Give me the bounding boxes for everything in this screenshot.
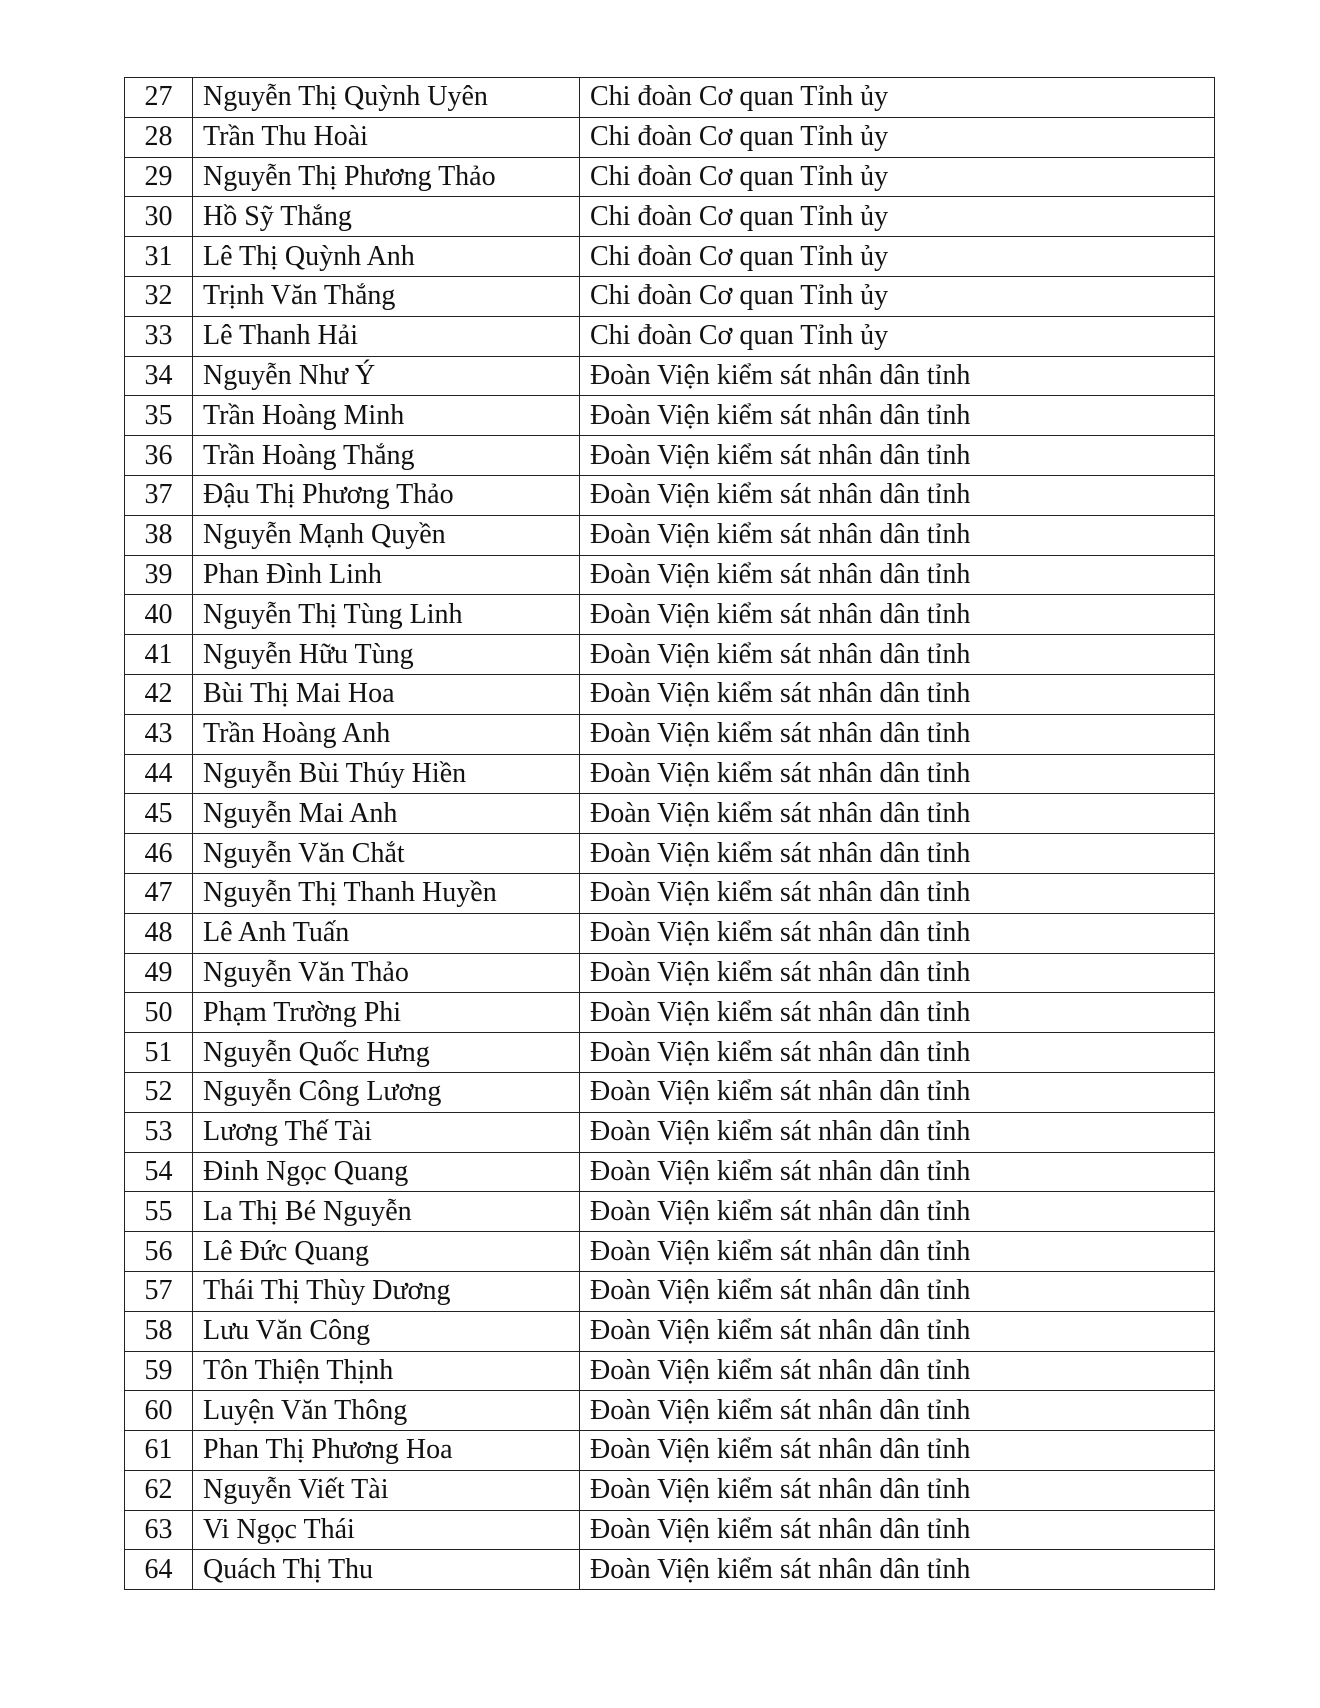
row-number: 44 [125, 754, 193, 794]
member-unit: Chi đoàn Cơ quan Tỉnh ủy [580, 78, 1215, 118]
table-row [125, 1470, 1215, 1510]
member-unit: Đoàn Viện kiểm sát nhân dân tỉnh [580, 515, 1215, 555]
row-number: 59 [125, 1351, 193, 1391]
row-number: 27 [125, 78, 193, 118]
member-name: Trần Hoàng Thắng [193, 436, 580, 476]
member-name: Vi Ngọc Thái [193, 1510, 580, 1550]
table-row [125, 1232, 1215, 1272]
member-unit: Đoàn Viện kiểm sát nhân dân tỉnh [580, 1431, 1215, 1471]
member-name: Nguyễn Mai Anh [193, 794, 580, 834]
member-name: Lê Thanh Hải [193, 316, 580, 356]
row-number: 47 [125, 873, 193, 913]
member-table [124, 77, 1215, 1590]
member-name: Trần Hoàng Anh [193, 714, 580, 754]
member-unit: Đoàn Viện kiểm sát nhân dân tỉnh [580, 555, 1215, 595]
row-number: 37 [125, 475, 193, 515]
member-name: Nguyễn Bùi Thúy Hiền [193, 754, 580, 794]
row-number: 63 [125, 1510, 193, 1550]
row-number: 50 [125, 993, 193, 1033]
member-unit: Đoàn Viện kiểm sát nhân dân tỉnh [580, 1311, 1215, 1351]
table-row [125, 953, 1215, 993]
member-name: Nguyễn Công Lương [193, 1072, 580, 1112]
row-number: 58 [125, 1311, 193, 1351]
table-row [125, 1311, 1215, 1351]
member-unit: Đoàn Viện kiểm sát nhân dân tỉnh [580, 1112, 1215, 1152]
table-row [125, 754, 1215, 794]
row-number: 41 [125, 635, 193, 675]
row-number: 29 [125, 157, 193, 197]
row-number: 36 [125, 436, 193, 476]
row-number: 54 [125, 1152, 193, 1192]
member-name: Lưu Văn Công [193, 1311, 580, 1351]
table-row [125, 595, 1215, 635]
member-name: Nguyễn Viết Tài [193, 1470, 580, 1510]
member-name: La Thị Bé Nguyễn [193, 1192, 580, 1232]
row-number: 35 [125, 396, 193, 436]
table-row [125, 117, 1215, 157]
member-unit: Đoàn Viện kiểm sát nhân dân tỉnh [580, 1391, 1215, 1431]
row-number: 48 [125, 913, 193, 953]
table-row [125, 1152, 1215, 1192]
member-unit: Đoàn Viện kiểm sát nhân dân tỉnh [580, 674, 1215, 714]
member-unit: Đoàn Viện kiểm sát nhân dân tỉnh [580, 794, 1215, 834]
table-row [125, 555, 1215, 595]
member-unit: Đoàn Viện kiểm sát nhân dân tỉnh [580, 595, 1215, 635]
row-number: 43 [125, 714, 193, 754]
row-number: 55 [125, 1192, 193, 1232]
table-row [125, 913, 1215, 953]
member-name: Lê Thị Quỳnh Anh [193, 237, 580, 277]
member-name: Nguyễn Văn Thảo [193, 953, 580, 993]
row-number: 34 [125, 356, 193, 396]
table-row [125, 237, 1215, 277]
member-unit: Chi đoàn Cơ quan Tỉnh ủy [580, 157, 1215, 197]
row-number: 30 [125, 197, 193, 237]
table-row [125, 197, 1215, 237]
member-unit: Đoàn Viện kiểm sát nhân dân tỉnh [580, 1232, 1215, 1272]
table-row [125, 475, 1215, 515]
member-unit: Đoàn Viện kiểm sát nhân dân tỉnh [580, 913, 1215, 953]
row-number: 32 [125, 276, 193, 316]
table-row [125, 1033, 1215, 1073]
member-unit: Đoàn Viện kiểm sát nhân dân tỉnh [580, 1550, 1215, 1590]
member-name: Nguyễn Văn Chắt [193, 834, 580, 874]
table-row [125, 515, 1215, 555]
table-row [125, 436, 1215, 476]
row-number: 64 [125, 1550, 193, 1590]
member-unit: Đoàn Viện kiểm sát nhân dân tỉnh [580, 1271, 1215, 1311]
table-row [125, 834, 1215, 874]
member-unit: Đoàn Viện kiểm sát nhân dân tỉnh [580, 356, 1215, 396]
row-number: 51 [125, 1033, 193, 1073]
member-unit: Chi đoàn Cơ quan Tỉnh ủy [580, 197, 1215, 237]
table-row [125, 157, 1215, 197]
member-name: Nguyễn Thị Thanh Huyền [193, 873, 580, 913]
table-row [125, 1391, 1215, 1431]
table-row [125, 714, 1215, 754]
table-row [125, 1351, 1215, 1391]
member-name: Nguyễn Hữu Tùng [193, 635, 580, 675]
member-name: Đậu Thị Phương Thảo [193, 475, 580, 515]
table-row [125, 674, 1215, 714]
member-unit: Đoàn Viện kiểm sát nhân dân tỉnh [580, 953, 1215, 993]
table-row [125, 1271, 1215, 1311]
member-unit: Đoàn Viện kiểm sát nhân dân tỉnh [580, 1192, 1215, 1232]
member-name: Phan Thị Phương Hoa [193, 1431, 580, 1471]
table-row [125, 1550, 1215, 1590]
row-number: 49 [125, 953, 193, 993]
member-name: Phan Đình Linh [193, 555, 580, 595]
member-unit: Chi đoàn Cơ quan Tỉnh ủy [580, 117, 1215, 157]
member-unit: Chi đoàn Cơ quan Tỉnh ủy [580, 316, 1215, 356]
table-row [125, 993, 1215, 1033]
table-row [125, 1112, 1215, 1152]
member-unit: Đoàn Viện kiểm sát nhân dân tỉnh [580, 1510, 1215, 1550]
row-number: 60 [125, 1391, 193, 1431]
table-row [125, 276, 1215, 316]
table-row [125, 873, 1215, 913]
row-number: 28 [125, 117, 193, 157]
member-unit: Đoàn Viện kiểm sát nhân dân tỉnh [580, 475, 1215, 515]
table-row [125, 356, 1215, 396]
member-unit: Đoàn Viện kiểm sát nhân dân tỉnh [580, 1470, 1215, 1510]
row-number: 62 [125, 1470, 193, 1510]
row-number: 38 [125, 515, 193, 555]
table-row [125, 635, 1215, 675]
member-name: Nguyễn Như Ý [193, 356, 580, 396]
member-unit: Đoàn Viện kiểm sát nhân dân tỉnh [580, 1072, 1215, 1112]
member-name: Nguyễn Thị Tùng Linh [193, 595, 580, 635]
member-unit: Đoàn Viện kiểm sát nhân dân tỉnh [580, 873, 1215, 913]
row-number: 53 [125, 1112, 193, 1152]
row-number: 39 [125, 555, 193, 595]
table-row [125, 794, 1215, 834]
table-row [125, 316, 1215, 356]
member-name: Trần Thu Hoài [193, 117, 580, 157]
table-row [125, 1192, 1215, 1232]
member-name: Luyện Văn Thông [193, 1391, 580, 1431]
member-unit: Đoàn Viện kiểm sát nhân dân tỉnh [580, 1351, 1215, 1391]
member-name: Trần Hoàng Minh [193, 396, 580, 436]
member-name: Phạm Trường Phi [193, 993, 580, 1033]
member-name: Hồ Sỹ Thắng [193, 197, 580, 237]
member-table-body [125, 78, 1215, 1590]
row-number: 31 [125, 237, 193, 277]
member-unit: Đoàn Viện kiểm sát nhân dân tỉnh [580, 635, 1215, 675]
member-unit: Đoàn Viện kiểm sát nhân dân tỉnh [580, 1033, 1215, 1073]
member-unit: Đoàn Viện kiểm sát nhân dân tỉnh [580, 1152, 1215, 1192]
row-number: 56 [125, 1232, 193, 1272]
member-name: Tôn Thiện Thịnh [193, 1351, 580, 1391]
row-number: 52 [125, 1072, 193, 1112]
member-unit: Chi đoàn Cơ quan Tỉnh ủy [580, 276, 1215, 316]
member-name: Bùi Thị Mai Hoa [193, 674, 580, 714]
member-unit: Chi đoàn Cơ quan Tỉnh ủy [580, 237, 1215, 277]
member-name: Nguyễn Thị Quỳnh Uyên [193, 78, 580, 118]
table-row [125, 1431, 1215, 1471]
member-unit: Đoàn Viện kiểm sát nhân dân tỉnh [580, 714, 1215, 754]
row-number: 57 [125, 1271, 193, 1311]
member-name: Quách Thị Thu [193, 1550, 580, 1590]
member-name: Thái Thị Thùy Dương [193, 1271, 580, 1311]
row-number: 42 [125, 674, 193, 714]
table-row [125, 78, 1215, 118]
member-name: Nguyễn Mạnh Quyền [193, 515, 580, 555]
member-unit: Đoàn Viện kiểm sát nhân dân tỉnh [580, 436, 1215, 476]
member-unit: Đoàn Viện kiểm sát nhân dân tỉnh [580, 993, 1215, 1033]
member-name: Lương Thế Tài [193, 1112, 580, 1152]
table-row [125, 396, 1215, 436]
row-number: 40 [125, 595, 193, 635]
row-number: 46 [125, 834, 193, 874]
member-unit: Đoàn Viện kiểm sát nhân dân tỉnh [580, 754, 1215, 794]
row-number: 33 [125, 316, 193, 356]
member-name: Lê Đức Quang [193, 1232, 580, 1272]
member-name: Đinh Ngọc Quang [193, 1152, 580, 1192]
member-name: Lê Anh Tuấn [193, 913, 580, 953]
table-row [125, 1510, 1215, 1550]
row-number: 61 [125, 1431, 193, 1471]
table-row [125, 1072, 1215, 1112]
member-name: Nguyễn Quốc Hưng [193, 1033, 580, 1073]
row-number: 45 [125, 794, 193, 834]
member-unit: Đoàn Viện kiểm sát nhân dân tỉnh [580, 834, 1215, 874]
member-name: Nguyễn Thị Phương Thảo [193, 157, 580, 197]
member-unit: Đoàn Viện kiểm sát nhân dân tỉnh [580, 396, 1215, 436]
member-name: Trịnh Văn Thắng [193, 276, 580, 316]
